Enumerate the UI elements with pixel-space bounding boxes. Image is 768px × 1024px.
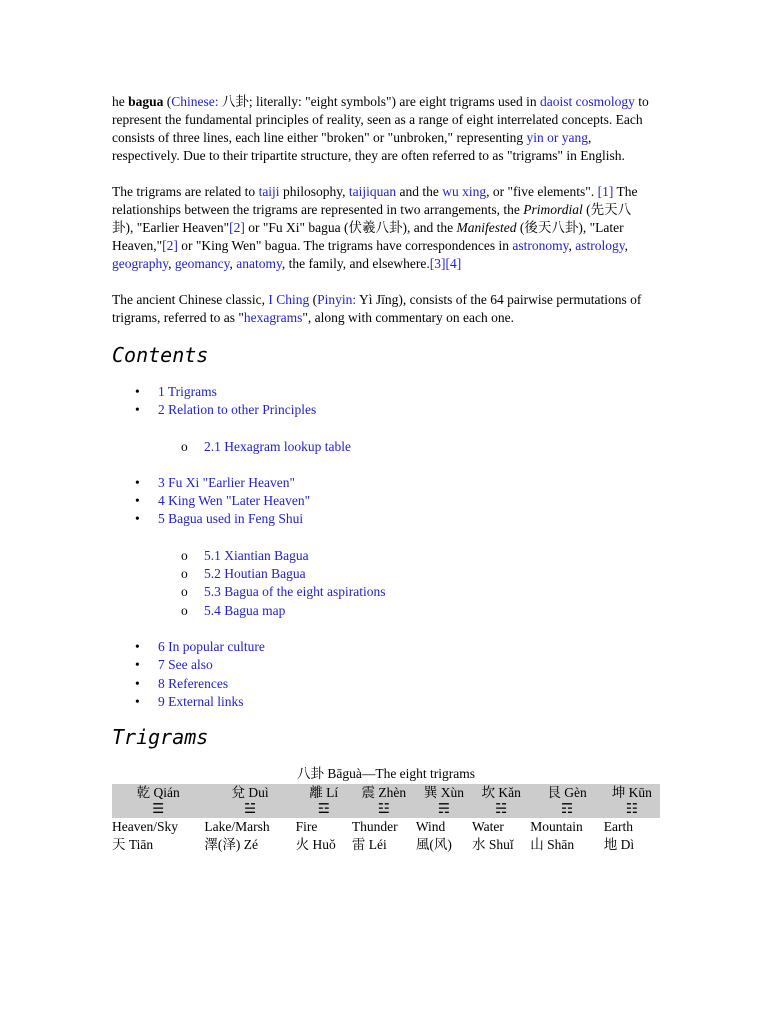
column-header: 離 Lí: [296, 784, 352, 801]
table-cell: 天 Tiān: [112, 837, 154, 853]
bold-term: bagua: [128, 94, 164, 109]
bullet-icon: •: [135, 511, 140, 527]
text-run: ,: [168, 256, 175, 271]
bullet-icon: •: [135, 693, 140, 709]
trigram-symbol-icon: ☶: [530, 801, 603, 818]
inline-link[interactable]: taijiquan: [348, 184, 397, 199]
toc-item: [112, 638, 652, 656]
toc-link[interactable]: 5.4 Bagua map: [204, 602, 286, 618]
column-header: 乾 Qián: [112, 784, 204, 801]
inline-link[interactable]: yin or yang: [526, 130, 589, 145]
bullet-icon: •: [135, 474, 140, 490]
text-run: to represent the fundamental principles of reality, seen as a range of eight interrelated concepts. Each consists of three lines, each line either "broken" or "unbroken," representing: [112, 94, 649, 145]
text-run: The ancient Chinese classic,: [112, 292, 269, 307]
toc-link[interactable]: 2.1 Hexagram lookup table: [204, 438, 351, 454]
toc-link[interactable]: 8 References: [158, 675, 229, 691]
column-header: 坎 Kǎn: [472, 784, 530, 801]
inline-link[interactable]: Chinese:: [171, 94, 219, 109]
text-run: , respectively. Due to their tripartite structure, they are often referred to as "trigrams" in English.: [112, 130, 625, 163]
table-caption: 八卦 Bāguà—The eight trigrams: [296, 766, 476, 782]
toc-item: [112, 675, 652, 693]
table-cell: 水 Shuǐ: [472, 837, 514, 853]
inline-link[interactable]: astronomy: [512, 238, 569, 253]
text-run: ,: [229, 256, 237, 271]
sub-bullet-icon: o: [181, 547, 188, 563]
toc-item: [112, 602, 652, 620]
text-run: (後天八卦), "Later Heaven,": [112, 220, 624, 253]
text-run: (先天八卦), "Earlier Heaven": [112, 202, 632, 235]
inline-link[interactable]: astrology: [575, 238, 625, 253]
bullet-icon: •: [135, 675, 140, 691]
sub-bullet-icon: o: [181, 438, 188, 454]
table-of-contents: [112, 383, 652, 711]
toc-item: [112, 401, 652, 419]
table-cell: 風(风): [415, 837, 452, 853]
toc-item: [112, 656, 652, 674]
inline-link[interactable]: Pinyin:: [317, 292, 357, 307]
inline-link[interactable]: hexagrams: [243, 310, 303, 325]
table-cell: 地 Dì: [603, 837, 635, 853]
article-body: [112, 93, 652, 854]
toc-link[interactable]: 5.3 Bagua of the eight aspirations: [204, 584, 386, 600]
italic-term: Primordial: [523, 202, 583, 217]
text-run: ,: [568, 238, 576, 253]
inline-link[interactable]: I Ching: [268, 292, 310, 307]
toc-link[interactable]: 1 Trigrams: [158, 384, 217, 399]
table-cell: Heaven/Sky: [112, 819, 178, 835]
table-cell: 火 Huǒ: [295, 837, 336, 853]
table-cell: Mountain: [530, 819, 583, 835]
inline-link[interactable]: [3]: [429, 256, 446, 271]
intro-paragraph-1: [112, 93, 652, 165]
toc-item: [112, 693, 652, 711]
toc-link[interactable]: 5 Bagua used in Feng Shui: [158, 511, 304, 527]
column-header: 艮 Gèn: [530, 784, 603, 801]
table-cell: Earth: [603, 819, 634, 835]
trigram-symbol-icon: ☰: [112, 801, 204, 818]
column-header: 震 Zhèn: [352, 784, 416, 801]
bullet-icon: •: [135, 384, 140, 399]
bullet-icon: •: [135, 402, 140, 418]
toc-link[interactable]: 3 Fu Xi "Earlier Heaven": [158, 474, 295, 490]
column-header: 兌 Duì: [204, 784, 295, 801]
table-cell: Water: [472, 819, 504, 835]
bullet-icon: •: [135, 493, 140, 509]
table-cell: 雷 Léi: [351, 837, 387, 853]
toc-link[interactable]: 2 Relation to other Principles: [158, 402, 317, 418]
trigram-symbol-icon: ☱: [204, 801, 295, 818]
table-cell: 山 Shān: [530, 837, 575, 853]
text-run: (: [163, 94, 172, 109]
table-cell: Wind: [415, 819, 446, 835]
table-cell: Lake/Marsh: [204, 819, 270, 835]
inline-link[interactable]: taiji: [258, 184, 280, 199]
trigram-symbol-icon: ☴: [416, 801, 472, 818]
text-run: or "King Wen" bagua. The trigrams have correspondences in: [177, 238, 513, 253]
table-row: [112, 818, 660, 836]
column-header: 巽 Xùn: [416, 784, 472, 801]
inline-link[interactable]: daoist cosmology: [540, 94, 635, 109]
text-run: philosophy,: [279, 184, 349, 199]
inline-link[interactable]: wu xing: [442, 184, 487, 199]
trigram-symbol-icon: ☳: [352, 801, 416, 818]
inline-link[interactable]: geomancy: [174, 256, 230, 271]
toc-link[interactable]: 4 King Wen "Later Heaven": [158, 493, 311, 509]
text-run: and the: [396, 184, 443, 199]
table-row: [112, 836, 660, 854]
trigram-symbol-icon: ☲: [296, 801, 352, 818]
sub-bullet-icon: o: [181, 566, 188, 582]
intro-paragraph-3: [112, 291, 652, 327]
text-run: or "Fu Xi" bagua (伏羲八卦), and the: [244, 220, 457, 235]
toc-item: [112, 510, 652, 528]
text-run: he: [112, 94, 129, 109]
text-run: , the family, and elsewhere.: [281, 256, 430, 271]
toc-link[interactable]: 5.1 Xiantian Bagua: [204, 547, 309, 563]
inline-link[interactable]: [2]: [229, 220, 245, 235]
text-run: (: [309, 292, 318, 307]
inline-link[interactable]: anatomy: [236, 256, 282, 271]
toc-item: [112, 565, 652, 583]
sub-bullet-icon: o: [181, 602, 188, 618]
toc-link[interactable]: 5.2 Houtian Bagua: [204, 566, 306, 582]
toc-item: [112, 438, 652, 456]
trigram-symbol-icon: ☵: [472, 801, 530, 818]
intro-paragraph-2: [112, 183, 652, 273]
column-header: 坤 Kūn: [604, 784, 660, 801]
inline-link[interactable]: [4]: [445, 256, 462, 271]
header-row: [112, 784, 660, 801]
toc-link[interactable]: 7 See also: [158, 657, 213, 673]
toc-item: [112, 474, 652, 492]
toc-item: [112, 583, 652, 601]
text-run: 八卦; literally: "eight symbols") are eight trigrams used in: [218, 94, 540, 109]
table-cell: 澤(泽) Zé: [204, 837, 258, 853]
inline-link[interactable]: geography: [112, 256, 169, 271]
bullet-icon: •: [135, 638, 140, 654]
toc-item: [112, 492, 652, 510]
toc-item: [112, 383, 652, 401]
text-run: Yì Jīng), consists of the 64 pairwise permutations of trigrams, referred to as ": [112, 292, 642, 325]
bullet-icon: •: [135, 657, 140, 673]
trigrams-heading: Trigrams: [112, 725, 209, 750]
toc-item: [112, 547, 652, 565]
text-run: ", along with commentary on each one.: [302, 310, 515, 325]
trigrams-table: [112, 784, 660, 854]
table-cell: Fire: [295, 819, 318, 835]
contents-heading: Contents: [112, 343, 209, 367]
italic-term: Manifested: [456, 220, 517, 235]
inline-link[interactable]: [2]: [162, 238, 178, 253]
toc-link[interactable]: 9 External links: [158, 693, 244, 709]
sub-bullet-icon: o: [181, 584, 188, 600]
text-run: , or "five elements".: [486, 184, 598, 199]
toc-link[interactable]: 6 In popular culture: [158, 638, 265, 654]
text-run: ,: [624, 238, 628, 253]
table-cell: Thunder: [351, 819, 398, 835]
trigram-symbol-icon: ☷: [604, 801, 660, 818]
inline-link[interactable]: [1]: [597, 184, 614, 199]
text-run: The relationships between the trigrams are represented in two arrangements, the: [112, 184, 638, 217]
text-run: The trigrams are related to: [112, 184, 259, 199]
symbol-row: [112, 801, 660, 818]
